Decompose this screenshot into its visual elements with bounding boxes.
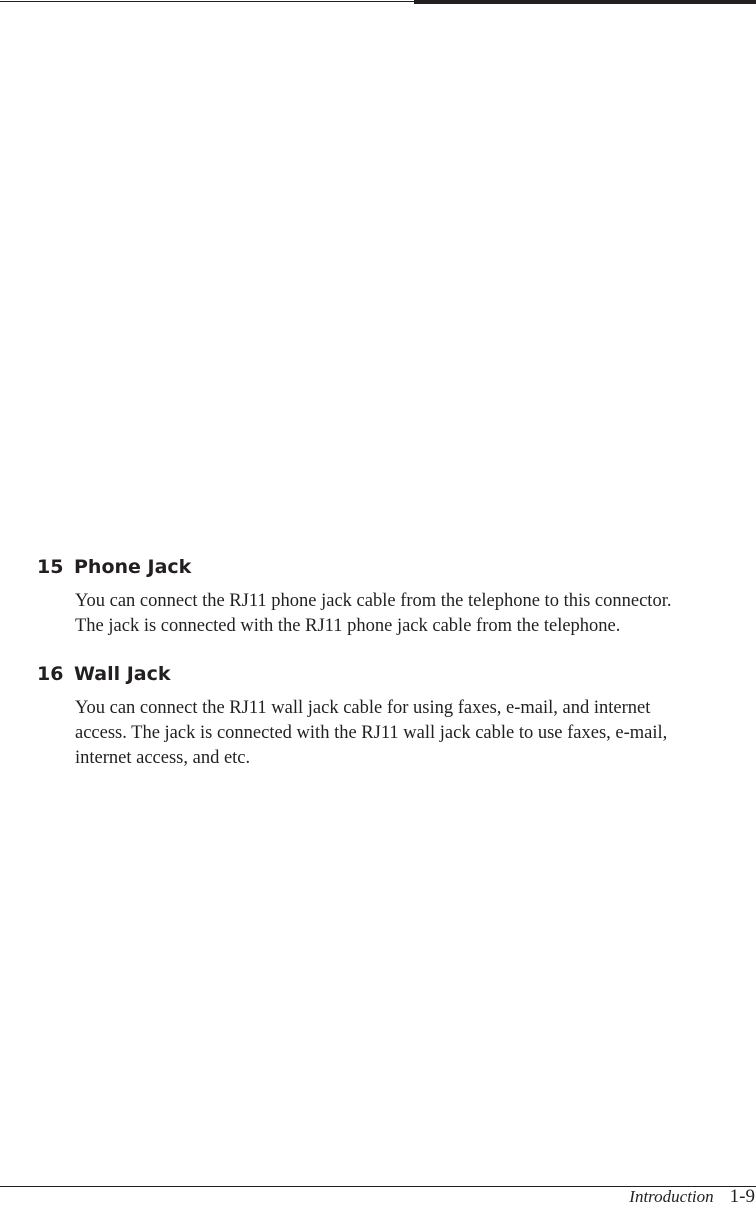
section-title: Phone Jack: [74, 556, 192, 578]
section-heading: [37, 663, 171, 685]
body-paragraph: [75, 696, 756, 771]
footer-chapter-title: Introduction: [629, 1187, 714, 1206]
body-line: You can connect the RJ11 wall jack cable for using faxes, e-mail, and internet: [75, 698, 651, 718]
body-line: internet access, and etc.: [75, 748, 251, 768]
page-footer: [629, 1187, 755, 1207]
body-line: The jack is connected with the RJ11 phone jack cable from the telephone.: [75, 616, 621, 636]
section-body: [75, 589, 756, 639]
section-title: Wall Jack: [74, 663, 171, 685]
body-line: You can connect the RJ11 phone jack cable from the telephone to this connector.: [75, 591, 672, 611]
page-number: 1-9: [729, 1186, 755, 1207]
body-paragraph: [75, 589, 756, 639]
header-rule-thick: [414, 0, 756, 4]
section-body: [75, 696, 756, 771]
body-line: access. The jack is connected with the RJ11 wall jack cable to use faxes, e-mail,: [75, 723, 668, 743]
header-rule-thin: [0, 1, 414, 2]
section-number: 15: [37, 556, 64, 578]
section-heading: [37, 556, 191, 578]
section-number: 16: [37, 663, 64, 685]
